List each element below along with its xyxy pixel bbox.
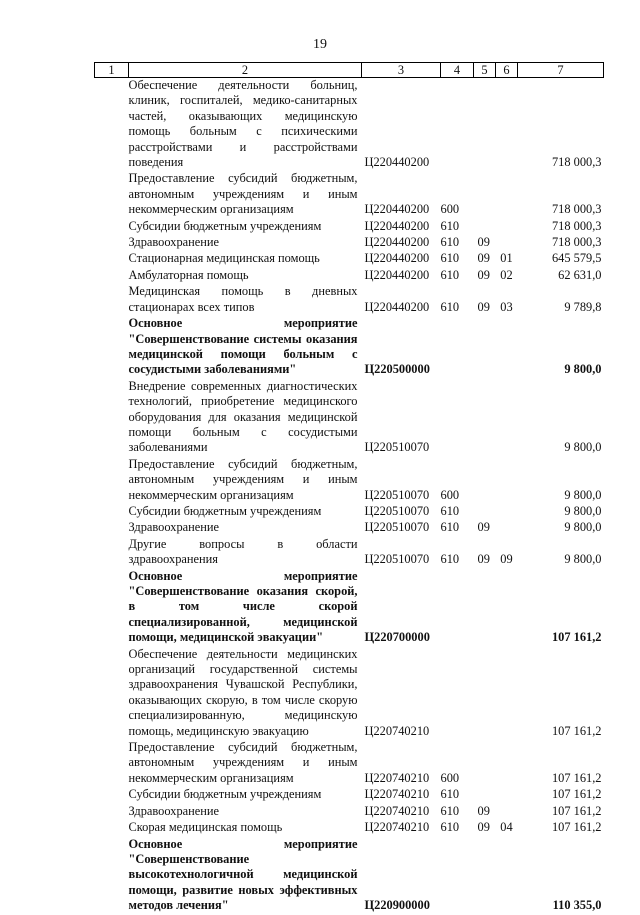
table-row (95, 504, 604, 520)
section-cell (474, 837, 496, 915)
section-cell: 09 (477, 267, 490, 282)
item-name-cell: Предоставление субсидий бюджетным, автономным учреждениям и иным некоммерческим организациям (128, 171, 358, 217)
empty-cell (95, 520, 129, 536)
amount-cell: 107 161,2 (551, 820, 602, 835)
empty-cell (95, 787, 129, 803)
empty-cell (95, 804, 129, 820)
table-row (95, 804, 604, 820)
subsection-cell (496, 457, 518, 504)
subsection-cell (496, 316, 518, 379)
expense-type-cell: 610 (440, 299, 460, 314)
subsection-cell (496, 171, 518, 218)
target-code-cell: Ц220740210 (364, 820, 430, 835)
empty-cell (95, 647, 129, 740)
column-number: 7 (518, 63, 604, 78)
table-row (95, 820, 604, 836)
amount-cell: 9 800,0 (564, 440, 602, 455)
amount-cell: 645 579,5 (551, 251, 602, 266)
column-number: 4 (441, 63, 474, 78)
subsection-cell (496, 804, 518, 820)
item-name-cell: Здравоохранение (128, 803, 220, 818)
table-row (95, 284, 604, 316)
column-number: 2 (129, 63, 362, 78)
activity-row (95, 316, 604, 379)
item-name-cell: Стационарная медицинская помощь (128, 251, 320, 266)
table-row (95, 457, 604, 504)
target-code-cell: Ц220510070 (364, 552, 430, 567)
expense-type-cell: 610 (440, 787, 460, 802)
empty-cell (95, 820, 129, 836)
section-cell (474, 740, 496, 787)
item-name-cell: Субсидии бюджетным учреждениям (128, 503, 322, 518)
target-code-cell: Ц220740210 (364, 803, 430, 818)
item-name-cell: Субсидии бюджетным учреждениям (128, 218, 322, 233)
target-code-cell: Ц220440200 (364, 155, 430, 170)
amount-cell: 718 000,3 (551, 202, 602, 217)
empty-cell (95, 569, 129, 647)
expense-type-cell: 610 (440, 235, 460, 250)
amount-cell: 9 800,0 (564, 520, 602, 535)
table-row (95, 219, 604, 235)
item-name-cell: Основное мероприятие "Совершенствование системы оказания медицинской помощи больным с сосудистыми заболеваниями" (128, 316, 358, 377)
table-row (95, 251, 604, 267)
target-code-cell: Ц220440200 (364, 202, 430, 217)
column-number: 6 (496, 63, 518, 78)
target-code-cell: Ц220740210 (364, 723, 430, 738)
target-code-cell: Ц220440200 (364, 235, 430, 250)
expense-type-cell: 610 (440, 552, 460, 567)
empty-cell (95, 284, 129, 316)
subsection-cell (496, 78, 518, 172)
expense-type-cell: 610 (440, 803, 460, 818)
section-cell (474, 504, 496, 520)
target-code-cell: Ц220440200 (364, 251, 430, 266)
item-name-cell: Здравоохранение (128, 520, 220, 535)
item-name-cell: Внедрение современных диагностических технологий, приобретение медицинского оборудования для оказания медицинской помощи больным с сосудистыми заболеваниями (128, 378, 358, 455)
item-name-cell: Амбулаторная помощь (128, 267, 249, 282)
expense-type-cell (441, 78, 474, 172)
amount-cell: 62 631,0 (558, 267, 602, 282)
amount-cell: 718 000,3 (551, 235, 602, 250)
item-name-cell: Основное мероприятие "Совершенствование высокотехнологичной медицинской помощи, развитие новых эффективных методов лечения" (128, 836, 358, 913)
table-row (95, 171, 604, 218)
target-code-cell: Ц220510070 (364, 487, 430, 502)
item-name-cell: Предоставление субсидий бюджетным, автономным учреждениям и иным некоммерческим организациям (128, 740, 358, 785)
amount-cell: 107 161,2 (551, 787, 602, 802)
expense-type-cell (441, 569, 474, 647)
expense-type-cell (441, 837, 474, 915)
table-row (95, 740, 604, 787)
section-cell (474, 379, 496, 457)
amount-cell: 9 800,0 (564, 362, 602, 377)
target-code-cell: Ц220510070 (364, 440, 430, 455)
subsection-cell: 04 (500, 820, 513, 835)
amount-cell: 718 000,3 (551, 155, 602, 170)
item-name-cell: Субсидии бюджетным учреждениям (128, 787, 322, 802)
expense-type-cell: 600 (440, 487, 460, 502)
target-code-cell: Ц220740210 (364, 787, 430, 802)
table-row (95, 537, 604, 569)
section-cell: 09 (477, 803, 490, 818)
target-code-cell: Ц220500000 (364, 362, 430, 377)
column-number: 5 (474, 63, 496, 78)
table-row (95, 379, 604, 457)
expense-type-cell (441, 379, 474, 457)
amount-cell: 107 161,2 (551, 630, 602, 645)
target-code-cell: Ц220510070 (364, 520, 430, 535)
empty-cell (95, 251, 129, 267)
empty-cell (95, 78, 129, 172)
empty-cell (95, 379, 129, 457)
subsection-cell (496, 504, 518, 520)
item-name-cell: Другие вопросы в области здравоохранения (128, 536, 358, 567)
subsection-cell (496, 235, 518, 251)
table-row (95, 647, 604, 740)
empty-cell (95, 740, 129, 787)
section-cell: 09 (477, 251, 490, 266)
empty-cell (95, 235, 129, 251)
subsection-cell (496, 837, 518, 915)
empty-cell (95, 457, 129, 504)
expense-type-cell: 610 (440, 820, 460, 835)
subsection-cell: 02 (500, 267, 513, 282)
section-cell: 09 (477, 820, 490, 835)
expense-type-cell: 610 (440, 218, 460, 233)
amount-cell: 9 800,0 (564, 503, 602, 518)
item-name-cell: Обеспечение деятельности медицинских организаций государственной системы здравоохранения Чувашской Республики, оказывающих скорую, в том числе скорую специализированную, медицинскую помощь, медицинскую эвакуацию (128, 646, 358, 738)
expense-type-cell: 610 (440, 267, 460, 282)
section-cell: 09 (477, 235, 490, 250)
section-cell (474, 219, 496, 235)
expense-type-cell: 600 (440, 770, 460, 785)
empty-cell (95, 171, 129, 218)
column-number-row (95, 63, 604, 78)
subsection-cell (496, 520, 518, 536)
subsection-cell (496, 219, 518, 235)
item-name-cell: Обеспечение деятельности больниц, клиник, госпиталей, медико-санитарных частей, оказывающих медицинскую помощь больным с психическими расстройствами и расстройствами поведения (128, 78, 358, 170)
amount-cell: 9 800,0 (564, 552, 602, 567)
section-cell (474, 78, 496, 172)
amount-cell: 110 355,0 (552, 898, 602, 913)
target-code-cell: Ц220440200 (364, 267, 430, 282)
subsection-cell: 03 (500, 299, 513, 314)
column-number: 1 (95, 63, 129, 78)
section-cell (474, 457, 496, 504)
item-name-cell: Скорая медицинская помощь (128, 820, 283, 835)
target-code-cell: Ц220900000 (364, 898, 430, 913)
subsection-cell: 01 (500, 251, 513, 266)
activity-row (95, 569, 604, 647)
empty-cell (95, 537, 129, 569)
section-cell: 09 (477, 520, 490, 535)
subsection-cell (496, 787, 518, 803)
amount-cell: 107 161,2 (551, 803, 602, 818)
expense-type-cell: 610 (440, 251, 460, 266)
section-cell (474, 647, 496, 740)
section-cell (474, 171, 496, 218)
page-number: 19 (313, 37, 327, 52)
amount-cell: 9 800,0 (564, 487, 602, 502)
target-code-cell: Ц220700000 (364, 630, 430, 645)
expense-type-cell: 610 (440, 503, 460, 518)
empty-cell (95, 268, 129, 284)
activity-row (95, 837, 604, 915)
item-name-cell: Медицинская помощь в дневных стационарах всех типов (128, 284, 358, 314)
section-cell: 09 (477, 299, 490, 314)
table-row (95, 78, 604, 172)
target-code-cell: Ц220440200 (364, 299, 430, 314)
empty-cell (95, 316, 129, 379)
budget-table (94, 62, 604, 915)
item-name-cell: Здравоохранение (128, 235, 220, 250)
section-cell: 09 (477, 552, 490, 567)
section-cell (474, 569, 496, 647)
section-cell (474, 787, 496, 803)
table-row (95, 520, 604, 536)
empty-cell (95, 837, 129, 915)
expense-type-cell: 600 (440, 202, 460, 217)
subsection-cell (496, 647, 518, 740)
table-row (95, 268, 604, 284)
subsection-cell (496, 569, 518, 647)
table-row (95, 787, 604, 803)
target-code-cell: Ц220740210 (364, 770, 430, 785)
amount-cell: 9 789,8 (564, 299, 602, 314)
expense-type-cell (441, 316, 474, 379)
column-number: 3 (362, 63, 441, 78)
amount-cell: 107 161,2 (551, 723, 602, 738)
empty-cell (95, 504, 129, 520)
table-row (95, 235, 604, 251)
target-code-cell: Ц220440200 (364, 218, 430, 233)
expense-type-cell: 610 (440, 520, 460, 535)
item-name-cell: Основное мероприятие "Совершенствование оказания скорой, в том числе скорой специализированной, медицинской помощи, медицинской эвакуации" (128, 568, 358, 645)
empty-cell (95, 219, 129, 235)
subsection-cell: 09 (500, 552, 513, 567)
section-cell (474, 316, 496, 379)
expense-type-cell (441, 647, 474, 740)
amount-cell: 718 000,3 (551, 218, 602, 233)
subsection-cell (496, 740, 518, 787)
subsection-cell (496, 379, 518, 457)
table-body (95, 78, 604, 915)
amount-cell: 107 161,2 (551, 770, 602, 785)
item-name-cell: Предоставление субсидий бюджетным, автономным учреждениям и иным некоммерческим организациям (128, 456, 358, 502)
target-code-cell: Ц220510070 (364, 503, 430, 518)
